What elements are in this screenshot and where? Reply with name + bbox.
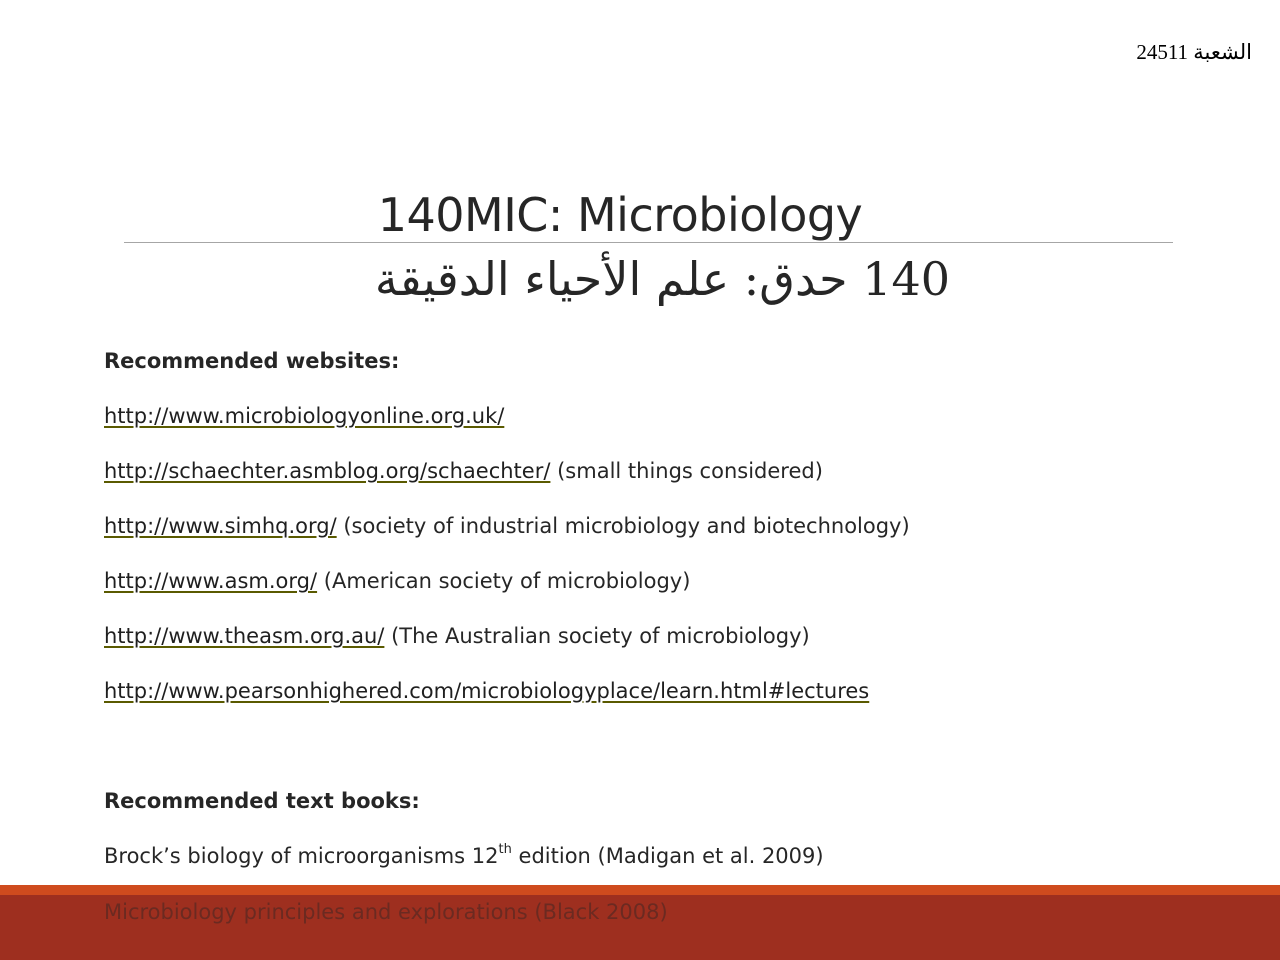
website-link[interactable]: http://schaechter.asmblog.org/schaechter/	[104, 459, 551, 483]
website-link[interactable]: http://www.pearsonhighered.com/microbiologyplace/learn.html#lectures	[104, 679, 870, 703]
website-link[interactable]: http://www.simhq.org/	[104, 514, 337, 538]
website-note: (The Australian society of microbiology)	[391, 624, 810, 648]
website-note: (American society of microbiology)	[323, 569, 691, 593]
textbook-title: Brock’s biology of microorganisms 12	[104, 844, 499, 868]
website-item	[104, 624, 810, 648]
website-item	[104, 404, 504, 428]
footer-accent-bar	[0, 885, 1280, 895]
website-note: (small things considered)	[557, 459, 823, 483]
section-label: الشعبة 24511	[1136, 40, 1252, 64]
title-divider	[124, 242, 1173, 243]
page-title-arabic: 140 حدق: علم الأحياء الدقيقة	[374, 252, 950, 306]
website-item	[104, 569, 690, 593]
textbooks-heading: Recommended text books:	[104, 789, 420, 813]
textbook-details: edition (Madigan et al. 2009)	[511, 844, 824, 868]
website-link[interactable]: http://www.asm.org/	[104, 569, 318, 593]
page-title: 140MIC: Microbiology	[377, 188, 863, 242]
website-item	[104, 459, 823, 483]
website-link[interactable]: http://www.theasm.org.au/	[104, 624, 385, 648]
website-item	[104, 514, 910, 538]
website-link[interactable]: http://www.microbiologyonline.org.uk/	[104, 404, 505, 428]
websites-heading: Recommended websites:	[104, 349, 400, 373]
textbook-item: Microbiology principles and explorations (Black 2008)	[104, 900, 668, 924]
edition-superscript: th	[498, 842, 512, 857]
website-note: (society of industrial microbiology and biotechnology)	[343, 514, 910, 538]
textbook-item	[104, 844, 824, 868]
website-item	[104, 679, 869, 703]
